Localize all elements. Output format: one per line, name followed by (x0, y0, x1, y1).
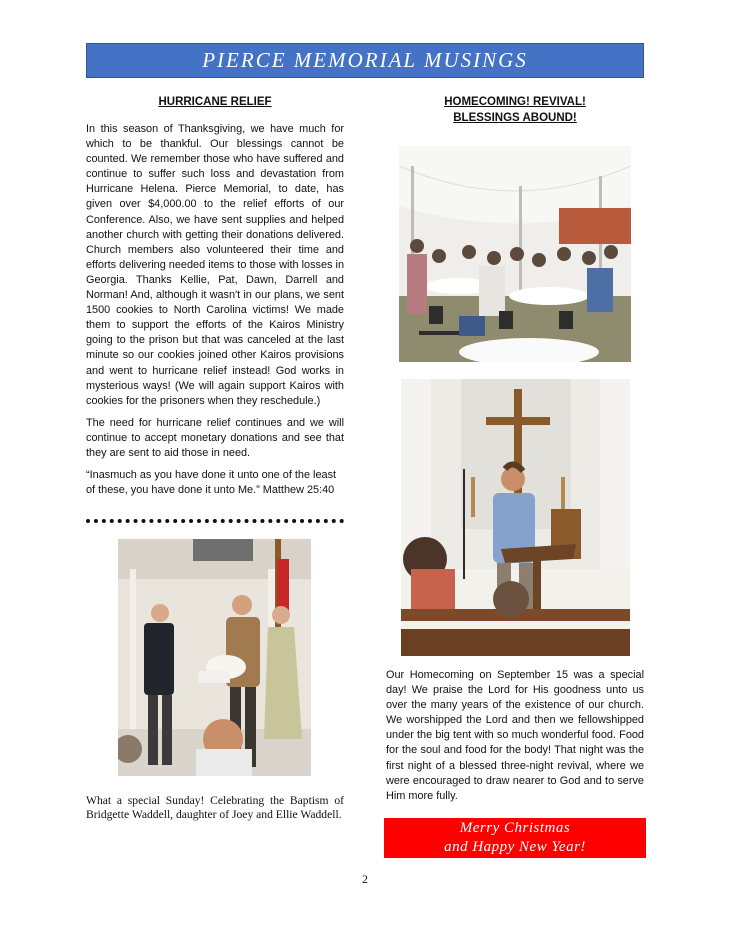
newsletter-title: PIERCE MEMORIAL MUSINGS (202, 48, 528, 72)
homecoming-article (386, 94, 644, 126)
homecoming-heading-line2: BLESSINGS ABOUND! (453, 112, 577, 124)
hurricane-paragraph-1: In this season of Thanksgiving, we have much for which to be thankful. Our blessings cannot be counted. We remember those who have suffered and continue to suffer such loss and devastation from Hurricane Helena. Pierce Memorial, to date, has given over $4,000.00 to the relief efforts of our Conference. Also, we have sent supplies and helped another church with getting their donations delivered. Church members also volunteered their time and efforts delivering needed items to those with losses in Georgia. Thanks Kellie, Pat, Dawn, Darrell and Norman! And, although it wasn't in our plans, we sent 1500 cookies to North Carolina victims! We made them to support the efforts of the Kairos Ministry going to the prison but that was canceled at the last minute so our cookies joined other Kairos provisions and went to hurricane relief instead! God works in mysterious ways! (We will again support Kairos with cookies for the prisoners when they reschedule.) (86, 123, 344, 407)
scripture-quote: “Inasmuch as you have done it unto one of the least of these, you have done it unto Me.” Matthew 25:40 (86, 469, 337, 497)
page-number: 2 (362, 872, 368, 886)
homecoming-text (386, 668, 644, 804)
greeting-line-2: and Happy New Year! (444, 839, 586, 855)
masthead-banner (86, 43, 644, 78)
homecoming-paragraph: Our Homecoming on September 15 was a special day! We praise the Lord for His goodness unto us over the many years of the existence of our church. We worshipped the Lord and then we fellowshipped under the big tent with so much wonderful food. Food for the soul and food for the body! That night was the first night of a blessed three-night revival, where we were encouraged to draw nearer to God and to serve Him more fully. (386, 669, 644, 802)
hurricane-relief-heading: HURRICANE RELIEF (158, 96, 272, 108)
dotted-divider (86, 519, 344, 523)
tent-fellowship-photo (399, 146, 631, 362)
baptism-photo (118, 539, 311, 776)
homecoming-heading-line1: HOMECOMING! REVIVAL! (444, 96, 586, 108)
hurricane-relief-article (86, 94, 344, 498)
hurricane-paragraph-2: The need for hurricane relief continues and we will continue to accept monetary donations and see that they are sent to aid those in need. (86, 416, 344, 459)
christmas-greeting-box (384, 818, 646, 858)
greeting-line-1: Merry Christmas (459, 820, 571, 836)
revival-preacher-photo (401, 379, 630, 656)
baptism-caption: What a special Sunday! Celebrating the Baptism of Bridgette Waddell, daughter of Joey and Ellie Waddell. (86, 794, 344, 821)
